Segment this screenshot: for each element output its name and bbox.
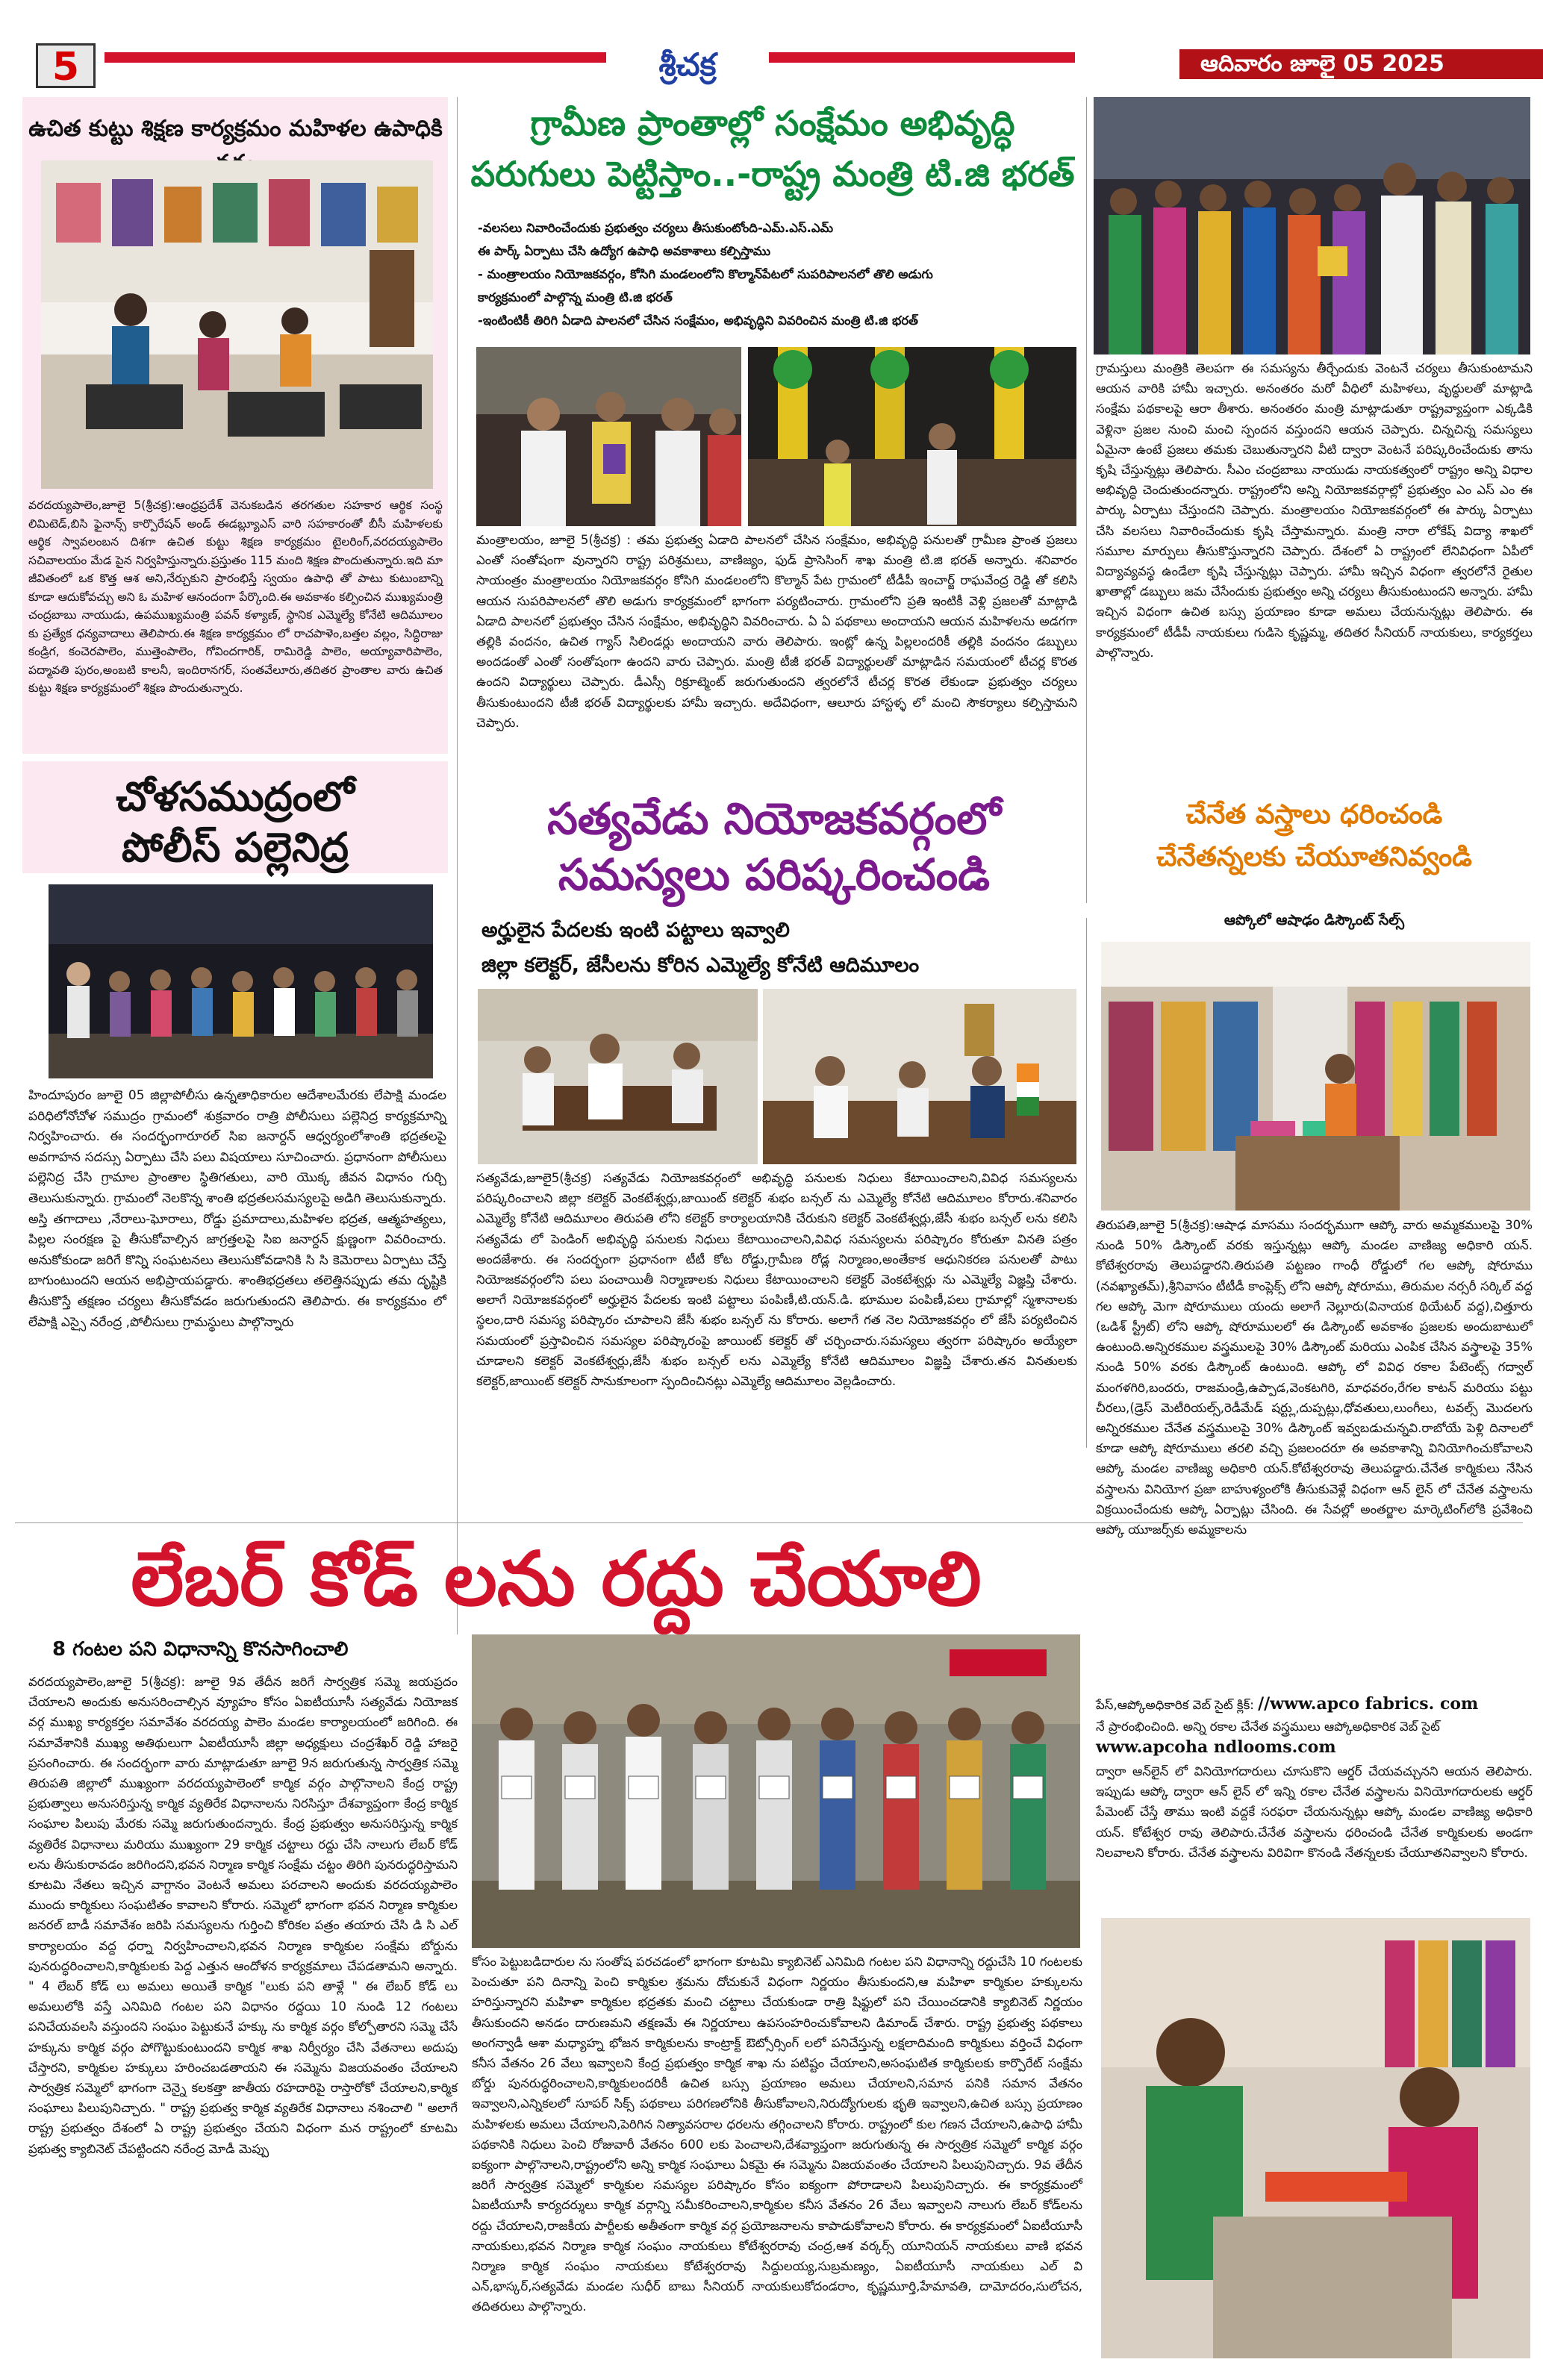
labour-subhead: 8 గంటల పని విధానాన్ని కొనసాగించాలి (52, 1638, 349, 1661)
handloom-body-end: ద్వారా ఆన్‌లైన్ లో వినియోగదారులు చూసుకొని ఆర్డర్ చేయవచ్చునని ఆయన తెలిపారు. ఇప్పుడు ఆప్కో ద్వారా ఆన్ లైన్ లో ఇన్ని రకాల చేనేత వస్త్రాలను వినియోగదారులకు ఆర్డర్ పేమెంట్ చేస్తే తాము ఇంటి వద్దకే సరఫరా చేయనున్నట్లు ఆప్కో మండల వాణిజ్య అధికారి యన్. కోటేశ్వర రావు తెలిపారు.చేనేత వస్త్రాలను ధరించండి చేనేత కార్మికులకు అండగా నిలవాలని కోరారు. చేనేత వస్త్రాలను విరివిగా కొనండి నేతన్నలకు చేయూతనివ్వాలని కోరారు. (1096, 1764, 1533, 1860)
minister-photo-1 (476, 347, 741, 526)
masthead-rule (105, 52, 1075, 63)
logo-text: శ్రీచక్ర (658, 46, 717, 83)
handloom-body: తిరుపతి,జూలై 5(శ్రీచక్ర):ఆషాఢ మాసము సందర్భముగా ఆప్కో వారు అమ్మకములపై 30% నుండి 50% డిస్కౌంట్ వరకు ఇస్తున్నట్లు ఆప్కో మండల వాణిజ్య అధికారి యన్. కోటేశ్వరరావు తెలుపడ్డారని.తిరుపతి పట్టణం గాంధీ రోడ్డులో గల ఆప్కో షోరూము (నవఖ్యాతమ్),శ్రీనివాసం టీటీడీ కాంప్లెక్స్ లోని ఆప్కో షోరూము, తిరుమల నర్సరీ సర్కిల్ వద్ద గల ఆప్కో మెగా షోరూములు యందు అలాగే నెల్లూరు(వినాయక థియేటర్ వద్ద),చిత్తూరు (ఒడిశ్ స్ట్రీట్) లోని ఆప్కో షోరూములలో ఈ డిస్కౌంట్ అవకాశం ప్రజలకు అందుబాటులో ఉంటుంది.అన్నిరకముల వస్త్రములపై 30% డిస్కౌంట్ మరియు ఎంపిక చేసిన వస్త్రాలపై 35% నుండి 50% వరకు డిస్కౌంట్ ఉంటుంది. ఆప్కో లో వివిధ రకాల పేటెంట్స్ గద్వాల్ మంగళగిరి,బందరు, రాజమండ్రి,ఉప్పాడ,వెంకటగిరి, మాధవరం,రేగల కాటన్ మరియు పట్టు చీరలు,(డ్రెస్ మెటీరియల్స్,రెడీమేడ్ షర్ట్లు,దుప్పట్లు,ధోవతులు,లుంగీలు, టవల్స్ మొదలగు అన్నిరకముల చేనేత వస్త్రములపై 30% డిస్కౌంట్ ఇవ్వబడుచున్నవి.రాబోయే పెళ్లి దినాలలో కూడా ఆప్కో షోరూములు తరలి వచ్చి ప్రజలందరూ ఈ అవకాశాన్ని వినియోగించుకోవాలని ఆప్కో మండల వాణిజ్య అధికారి యన్.కోటేశ్వరరావు తెలుపడ్డారు.చేనేత కార్మికులు నేసిన వస్త్రాలను వినియోగ ప్రజా బాహుళ్యంలోకి తీసుకువెళ్లే విధంగా ఆన్ లైన్ లో చేనేత వస్త్రాలను విక్రయించేందుకు ఆప్కో ఏర్పాట్లు చేసింది. ఈ సేవల్లో అంతర్జాల మార్కెటింగ్‌లోకి ప్రవేశించి ఆప్కో యూజర్స్‌కు అమ్మకాలను (1096, 1218, 1533, 1537)
newspaper-logo[interactable] (606, 43, 769, 90)
training-body: వరదయ్యపాలెం,జూలై 5(శ్రీచక్ర):ఆంధ్రప్రదేశ్ వెనుకబడిన తరగతుల సహకార ఆర్థిక సంస్థ లిమిటెడ్,బిసి ఫైనాన్స్ కార్పొరేషన్ అండ్ ఈడబ్ల్యూఎస్ వారి సహకారంతో బీసీ మహిళలకు ఆర్థిక స్వావలంబన దిశగా ఉచిత కుట్టు శిక్షణ కార్యక్రమం టైలరింగ్,వరదయ్యపాలెం సచివాలయం మేడ పైన నిర్వహిస్తున్నారు.ప్రస్తుతం 115 మంది శిక్షణ పొందుతున్నారు.ఇది మా జీవితంలో ఒక కొత్త ఆశ అని,నేర్చుకుని ప్రారంభిస్తే స్వయం ఉపాధి తో పాటు కుటుంబాన్ని కూడా ఆదుకోవచ్చు అని ఓ మహిళ ఆనందంగా పేర్కొంది.ఈ అవకాశం కల్పించిన ముఖ్యమంత్రి చంద్రబాబు నాయుడు, ఉపముఖ్యమంత్రి పవన్ కళ్యాణ్, స్థానిక ఎమ్మెల్యే కోనేటి ఆదిమూలం కు ప్రత్యేక ధన్యవాదాలు తెలిపారు.ఈ శిక్షణ కార్యక్రమం లో రాచపాళెం,బత్తల వల్లం, సిద్ధిరాజు కండ్రిగ, కంచెరపాలెం, ముత్తెంపాలెం, గోవిందగారిక్, రామిరెడ్డి పాలెం, అయ్యావారిపాలెం, పద్మావతి పురం,అంబటి కాలనీ, ఇందిరానగర్, సంతవేలూరు,తదితర ప్రాంతాల వారు ఉచిత కుట్టు శిక్షణ కార్యక్రమంలో శిక్షణ పొందుతున్నారు. (28, 499, 443, 695)
sathyavedu-subhead-2: జిల్లా కలెక్టర్, జేసీలను కోరిన ఎమ్మెల్యే కోనేటి ఆదిమూలం (481, 954, 920, 977)
issue-date: ఆదివారం జూలై 05 2025 (1200, 51, 1444, 77)
bullet-item: ఈ పార్క్ ఏర్పాటు చేసి ఉద్యోగ ఉపాధి అవకాశాలు కల్పిస్తాము (478, 244, 771, 258)
bullet-item: కార్యక్రమంలో పాల్గొన్న మంత్రి టి.జి భరత్ (478, 290, 673, 304)
minister-headline-2: పరుగులు పెట్టిస్తాం..-రాష్ట్ర మంత్రి టి.జి భరత్ (470, 154, 1075, 194)
labour-headline: లేబర్ కోడ్ లను రద్దు చేయాలి (131, 1535, 982, 1622)
sathyavedu-subhead-1: అర్హులైన పేదలకు ఇంటి పట్టాలు ఇవ్వాలి (481, 919, 790, 942)
handloom-photo-2 (1101, 1918, 1530, 2358)
training-headline: ఉచిత కుట్టు శిక్షణ కార్యక్రమం మహిళల ఉపాధికి (28, 116, 443, 142)
page-number: 5 (36, 43, 96, 88)
sathyavedu-photo-1 (478, 989, 758, 1164)
police-headline-1: చోళసముద్రంలో (116, 773, 355, 820)
minister-bullets (478, 216, 1082, 340)
labour-body-left: వరదయ్యపాలెం,జూలై 5(శ్రీచక్ర): జూలై 9వ తేదీన జరిగే సార్వత్రిక సమ్మె జయప్రదం చేయాలని అందుకు అనుసరించాల్సిన వ్యూహం కోసం ఏఐటీయూసీ సత్యవేడు నియోజక వర్గ ముఖ్య కార్యకర్తల సమావేశం వరదయ్య పాలెం మండల కార్యాలయంలో జరిగింది. ఈ సమావేశానికి ముఖ్య అతిథులుగా ఏఐటీయూసీ జిల్లా అధ్యక్షులు చంద్రశేఖర్ రెడ్డి హాజరై ప్రసంగించారు. ఈ సందర్భంగా వారు మాట్లాడుతూ జూలై 9న జరుగుతున్న సార్వత్రిక సమ్మె తిరుపతి జిల్లాలో ముఖ్యంగా వరదయ్యపాలెంలో కార్మిక వర్గం పాల్గొనాలని కేంద్ర రాష్ట్ర ప్రభుత్వాలు అనుసరిస్తున్న కార్మిక వ్యతిరేక విధానాలను నిరసిస్తూ దేశవ్యాప్తంగా కేంద్ర కార్మిక సంఘాల పిలుపు మేరకు సమ్మె జరుగుతుందన్నారు. కేంద్ర ప్రభుత్వం అనుసరిస్తున్న కార్మిక వ్యతిరేక విధానాలు మరియు ముఖ్యంగా 29 కార్మిక చట్టాలు రద్దు చేసి నాలుగు లేబర్ కోడ్ లను తీసుకురావడం జరిగిందని,భవన నిర్మాణ కార్మిక సంక్షేమ చట్టం తిరిగి పునరుద్ధరిస్తామని కూటమి నేతలు ఇచ్చిన వాగ్దానం వెంటనే అమలు పరచాలని అందుకు వరదయ్యపాలెం ముందు కార్మికులు సంఘటితం కావాలని కోరారు. సమ్మెలో భాగంగా భవన నిర్మాణ కార్మికుల జనరల్ బాడీ సమావేశం జరిపి సమస్యలను గుర్తించి కోరికల పత్రం తయారు చేసి డి సి ఎల్ కార్యాలయం వద్ద ధర్నా నిర్వహించాలని,భవన నిర్మాణ కార్మికుల సంక్షేమ బోర్డును పునరుద్ధరించాలని,కార్మికులకు పెద్ద ఎత్తున ఆందోళన కార్యక్రమాలు చేపడతామని అన్నారు. " 4 లేబర్ కోడ్ లు అమలు అయితే కార్మిక "లుకు పని తాళ్లే " ఈ లేబర్ కోడ్ లు అమలులోకి వస్తే ఎనిమిది గంటల పని విధానం రద్దయి 10 నుండి 12 గంటలు పనిచేయవలసి వస్తుందని సంఘం పెట్టుకునే హక్కు ను కార్మిక వర్గం కోల్పోతారని సమ్మె చేసే హక్కును కార్మిక వర్గం పోగొట్టుకుంటుందని కార్మిక శాఖ నిర్వీర్యం చేసి వేతనాలు అదుపు చేస్తారని, కార్మికుల హక్కులు హరించబడతాయని ఈ సమ్మెను విజయవంతం చేయాలని సార్వత్రిక సమ్మెలో భాగంగా చెన్నై కలకత్తా జాతీయ రహదారిపై రాస్తారోకో చేయాలని,కార్మిక సంఘాలు పిలుపునిచ్చారు. " రాష్ట్ర ప్రభుత్వ కార్మిక వ్యతిరేక విధానాలు నశించాలి " అలాగే రాష్ట్ర ప్రభుత్వం దేశంలో ఏ రాష్ట్ర ప్రభుత్వం చేయని విధంగా మన రాష్ట్రంలో కూటమి ప్రభుత్వ క్యాబినెట్ చేపట్టిందని నరేంద్ర మోడీ మెప్పు (28, 1675, 458, 2156)
labour-photo (472, 1634, 1080, 1948)
police-body: హిందూపురం జూలై 05 జిల్లాపోలీసు ఉన్నతాధికారుల ఆదేశాలమేరకు లేపాక్షి మండల పరిధిలోనోచోళ సముద్రం గ్రామంలో శుక్రవారం రాత్రి పోలీసులు పల్లెనిద్ర కార్యక్రమాన్ని నిర్వహించారు. ఈ సందర్భంగారూరల్ సిఐ జనార్దన్ ఆధ్వర్యంలోశాంతి భద్రతలపై అవగాహన సదస్సు ఏర్పాటు చేసి పలు విషయాలు సూచించారు. ప్రధానంగా పోలీసులు పల్లెనిద్ర చేసి గ్రామాల ప్రాంతాల స్థితిగతులు, వారి యొక్క జీవన విధానం గుర్చి తెలుసుకున్నారు. గ్రామంలో నెలకొన్న శాంతి భద్రతలసమస్యలపై అడిగి తెలుసుకున్నారు. అస్తి తగాదాలు ,నేరాలు-ఘోరాలు, రోడ్డు ప్రమాదాలు,మహిళల భద్రత, ఆత్మహత్యలు, పిల్లల సంరక్షణ పై తీసుకోవాల్సిన జాగ్రత్తలపై సిఐ జనార్దన్ క్షుణ్ణంగా వివరించారు. అనుకోకుండా జరిగే కొన్ని సంఘటనలు తెలుసుకోవడానికి సి సి కెమెరాలు ఏర్పాటు చేస్తే బాగుంటుందని ఆయన అభిప్రాయపడ్డారు. శాంతిభద్రతలు తలెత్తినప్పుడు తమ దృష్టికి తీసుకొస్తే తక్షణం చర్యలు తీసుకోవడం జరుగుతుందని తెలిపారు. ఈ కార్యక్రమం లో లేపాక్షి ఎస్సై నరేంద్ర ,పోలీసులు గ్రామస్థులు పాల్గొన్నారు (28, 1088, 446, 1330)
minister-headline-1: గ్రామీణ ప్రాంతాల్లో సంక్షేమం అభివృద్ధి (530, 103, 1015, 143)
police-photo (49, 884, 433, 1078)
website-prefix: పేస్,ఆప్కోఅధికారిక వెబ్ సైట్ క్లిక్: (1096, 1698, 1254, 1712)
website-link-2[interactable]: www.apcoha ndlooms.com (1096, 1737, 1336, 1757)
minister-body-right: గ్రామస్తులు మంత్రికి తెలపగా ఈ సమస్యను తీర్చేందుకు వెంటనే చర్యలు తీసుకుంటామని ఆయన వారికి హామీ ఇచ్చారు. అనంతరం మరో వీధిలో మహిళలు, వృద్ధులతో మాట్లాడి సంక్షేమ పథకాలపై ఆరా తీశారు. అనంతరం మంత్రి మాట్లాడుతూ రాష్ట్రవ్యాప్తంగా ఎక్కడికి వెళ్లినా ప్రజల నుంచి మంచి స్పందన వస్తుందని ఆయన చెప్పారు. చిన్నచిన్న సమస్యలు ఏమైనా ఉంటే ప్రజలు తమకు చెబుతున్నారని వీటి ద్వారా వెంటనే పరిష్కరించేందుకు తాను కృషి చేస్తున్నట్లు తెలిపారు. సీఎం చంద్రబాబు నాయుడు నాయకత్వంలో రాష్ట్రం అన్ని విధాల అభివృద్ధి చెందుతుందన్నారు. రాష్ట్రంలోని అన్ని నియోజకవర్గాల్లో ప్రభుత్వం ఎం ఎస్ ఎం ఈ పార్కు ఏర్పాటు చేస్తుందని చెప్పారు. మంత్రాలయం నియోజకవర్గంలో ఈ పార్కు ఏర్పాటు చేసి వలసలు నివారించేందుకు కృషి చేస్తామన్నారు. మంత్రి నారా లోకేష్ విద్యా శాఖలో సమూల మార్పులు తీసుకొస్తున్నారని చెప్పారు. దేశంలో ఏ రాష్ట్రంలో లేనివిధంగా ఏపీలో విద్యావ్యవస్థ ఉండేలా కృషి చేస్తున్నట్లు చెప్పారు. హామీ ఇచ్చిన విధంగా త్వరలోనే రైతుల ఖాతాల్లో డబ్బులు జమ చేసేందుకు ప్రభుత్వం అన్ని చర్యలు తీసుకుంటుందని అన్నారు. హామీ ఇచ్చిన విధంగా ఉచిత బస్సు ప్రయాణం కూడా అమలు చేయనున్నట్లు తెలిపారు. ఈ కార్యక్రమంలో టీడీపీ నాయకులు గుడిసె కృష్ణమ్మ, తదితర సీనియర్ నాయకులు, కార్యకర్తలు పాల్గొన్నారు. (1096, 361, 1533, 660)
handloom-website-mid: నే ప్రారంభించింది. అన్ని రకాల చేనేత వస్త్రములు ఆప్కోఅధికారిక వెబ్ సైట్ (1096, 1720, 1440, 1734)
minister-photo-2 (748, 347, 1076, 526)
column-divider-right-top (1086, 97, 1087, 903)
column-divider-right-mid (1086, 918, 1087, 1448)
sathyavedu-photo-2 (763, 989, 1076, 1164)
column-divider-left (457, 97, 458, 1634)
minister-photo-3 (1094, 97, 1530, 354)
bullet-item: -వలసలు నివారించేందుకు ప్రభుత్వం చర్యలు తీసుకుంటోంది-ఎమ్.ఎస్.ఎమ్ (478, 221, 834, 235)
website-link-1[interactable]: //www.apco fabrics. com (1258, 1694, 1479, 1714)
handloom-headline-1: చేనేత వస్త్రాలు ధరించండి (1185, 799, 1443, 830)
handloom-website-line (1096, 1694, 1533, 1717)
handloom-photo-1 (1101, 942, 1530, 1211)
police-headline-2: పోలీస్ పల్లెనిద్ర (122, 824, 349, 871)
labour-body-right: కోసం పెట్టుబడిదారుల ను సంతోష పరచడంలో భాగంగా కూటమి క్యాబినెట్ ఎనిమిది గంటల పని విధానాన్ని రద్దుచేసి 10 గంటలకు పెంచుతూ పని దినాన్ని పెంచి కార్మికుల శ్రమను దోచుకునే విధంగా నిర్ణయం తీసుకుందని,ఆ మహిళా కార్మికుల హక్కులను హరిస్తున్నారని మహిళా కార్మికుల భద్రతకు మంచి చట్టాలు చేయకుండా రాత్రి షిఫ్టులో పని చేయించడానికి క్యాబినెట్ నిర్ణయం తీసుకుందని అనడం దారుణమని తక్షణమే ఈ నిర్ణయాలు ఉపసంహరించుకోవాలని డిమాండ్ చేశారు. రాష్ట్ర ప్రభుత్వ పథకాలు అంగన్వాడీ ఆశా మధ్యాహ్న భోజన కార్మికులను కాంట్రాక్ట్ ఔట్సోర్సింగ్ లలో పనిచేస్తున్న లక్షలాదిమంది కార్మికులు వర్తించే విధంగా కనీస వేతనం 26 వేలు ఇవ్వాలని కేంద్ర ప్రభుత్వం కార్మిక శాఖ ను పటిష్టం చేయాలని,అసంఘటిత కార్మికులకు కార్పొరేట్ సంక్షేమ బోర్డు పునరుద్ధరించాలని,కార్మికులందరికీ ఉచిత బస్సు ప్రయాణం అమలు చేయాలని,సమాన పనికి సమాన వేతనం ఇవ్వాలని,ఎన్నికలలో సూపర్ సిక్స్ పథకాలు పరిగణలోనికి తీసుకోవాలని,నిరుద్యోగులకు భృతి ఇవ్వాలని,ఉచిత బస్సు ప్రయాణం మహిళలకు అమలు చేయాలని,పెరిగిన నిత్యావసరాల ధరలను తగ్గించాలని కోరారు. రాష్ట్రంలో కుల గణన చేయాలని,ఉపాధి హామీ పథకానికి నిధులు పెంచి రోజువారీ వేతనం 600 లకు పెంచాలని,దేశవ్యాప్తంగా జరుగుతున్న ఈ సార్వత్రిక సమ్మెలో కార్మిక వర్గం ఐక్యంగా పాల్గొనాలని,రాష్ట్రంలోని అన్ని కార్మిక సంఘాలు ఏకమై ఈ సమ్మెను విజయవంతం చేయాలని పిలుపునిచ్చారు. 9వ తేదీన జరిగే సార్వత్రిక సమ్మెలో కార్మికుల సమస్యల పరిష్కారం కోసం ఐక్యంగా పోరాడాలని పిలుపునిచ్చారు. ఈ కార్యక్రమంలో ఏఐటీయూసీ కార్యదర్శులు కార్మిక వర్గాన్ని సమీకరించాలని,కార్మికుల కనీస వేతనం 26 వేలు ఇవ్వాలని నాలుగు లేబర్ కోడ్‌లను రద్దు చేయాలని,రాజకీయ పార్టీలకు అతీతంగా కార్మిక వర్గ ప్రయోజనాలను కాపాడుకోవాలని కోరారు. ఈ కార్యక్రమంలో ఏఐటీయూసీ నాయకులు,భవన నిర్మాణ కార్మిక సంఘం నాయకులు కోటేశ్వరరావు చంద్ర,ఆశ వర్కర్స్ యూనియన్ నాయకులు వాణి భవన నిర్మాణ కార్మిక సంఘం నాయకులు కోటేశ్వరరావు సిద్దులయ్య,సుబ్రమణ్యం, ఏఐటీయూసీ నాయకులు ఎల్ వి ఎన్,భాస్కర్,సత్యవేడు మండల సుధీర్ బాబు సీనియర్ నాయకులుకోదండరాం, కృష్ణమూర్తి,హేమావతి, దామోదరం,సులోచన, తదితరులు పాల్గొన్నారు. (472, 1955, 1082, 2314)
sathyavedu-headline-2: సమస్యలు పరిష్కరించండి (558, 849, 991, 900)
sathyavedu-headline-1: సత్యవేడు నియోజకవర్గంలో (547, 793, 1001, 844)
bullet-item: -ఇంటింటికీ తిరిగి ఏడాది పాలనలో చేసిన సంక్షేమం, అభివృద్ధిని వివరించిన మంత్రి టి.జి భరత్ (478, 313, 918, 328)
bullet-item: - మంత్రాలయం నియోజకవర్గం, కోసిగి మండలంలోని కొల్మాన్‌పేటలో సుపరిపాలనలో తొలి అడుగు (478, 267, 933, 281)
minister-body: మంత్రాలయం, జూలై 5(శ్రీచక్ర) : తమ ప్రభుత్వ ఏడాది పాలనలో చేసిన సంక్షేమం, అభివృద్ధి పనులతో గ్రామీణ ప్రాంత ప్రజలు ఎంతో సంతోషంగా వున్నారని రాష్ట్ర పరిశ్రమలు, వాణిజ్యం, ఫుడ్ ప్రాసెసింగ్ శాఖ మంత్రి టి.జి భరత్ అన్నారు. శనివారం సాయంత్రం మంత్రాలయం నియోజకవర్గం కోసిగి మండలంలోని కొల్మాన్ పేట గ్రామంలో టీడీపీ ఇంచార్జ్ రాఘవేంద్ర రెడ్డి తో కలిసి ఆయన సుపరిపాలనలో తొలి అడుగు కార్యక్రమంలో భాగంగా పర్యటించారు. గ్రామంలోని ప్రతి ఇంటికీ వెళ్లి ప్రజలతో మాట్లాడి ఏడాది పాలనలో ప్రభుత్వం చేసిన సంక్షేమం, అభివృద్ధిని వివరించారు. ఏ ఏ పథకాలు అందాయని ఆయన మహిళలను అడగగా తల్లికి వందనం, ఉచిత గ్యాస్ సిలిండర్లు అందాయని వారు తెలిపారు. ఇంట్లో ఉన్న పిల్లలందరికీ తల్లికి వందనం డబ్బులు అందడంతో ఎంతో సంతోషంగా ఉందని వారు చెప్పారు. మంత్రి టీజీ భరత్ విద్యార్థులతో మాట్లాడిన సమయంలో టీచర్ల కొరత ఉందని విద్యార్థులు చెప్పారు. డీఎస్సీ రిక్రూట్మెంట్ జరుగుతుందని త్వరలోనే టీచర్ల కొరత లేకుండా ప్రభుత్వం చర్యలు తీసుకుంటుందని టీజీ భరత్ విద్యార్థులకు హామీ ఇచ్చారు. అదేవిధంగా, ఆలూరు హాస్టళ్ళ లో మంచి సౌకర్యాలు కల్పిస్తామని చెప్పారు. (476, 533, 1077, 730)
sathyavedu-body: సత్యవేడు,జూలై5(శ్రీచక్ర) సత్యవేడు నియోజకవర్గంలో అభివృద్ధి పనులకు నిధులు కేటాయించాలని,వివిధ సమస్యలను పరిష్కరించాలని జిల్లా కలెక్టర్ వెంకటేశ్వర్లు,జాయింట్ కలెక్టర్ శుభం బన్సల్ ను ఎమ్మెల్యే కోనేటి ఆదిమూలం కోరారు.శనివారం ఎమ్మెల్యే కోనేటి ఆదిమూలం తిరుపతి లోని కలెక్టర్ కార్యాలయానికి చేరుకుని కలెక్టర్ వెంకటేశ్వర్లు,జేసీ శుభం బన్సల్ లను కలిసి సత్యవేడు లో పెండింగ్ అభివృద్ధి పనులకు నిధులు కేటాయించాలని,వివిధ సమస్యలను పరిష్కారం కోరుతూ వినతి పత్రం అందజేశారు. ఈ సందర్భంగా ప్రధానంగా టీటీ కోట రోడ్డు,గ్రామీణ రోడ్ల నిర్మాణం,అంతేకాక ఆధునికరణ పనులతో పాటు నియోజకవర్గంలోని పలు పంచాయితీ నిర్మాణాలకు నిధులు కేటాయించాలని కలెక్టర్ వెంకటేశ్వర్లు ను ఎమ్మెల్యే విజ్ఞప్తి చేశారు. అలాగే నియోజకవర్గంలో అర్హులైన పేదలకు ఇంటి పట్టాలు పంపిణీ,టి.యన్.డి. భూముల పంపిణీ,పలు గ్రామాల్లో స్మశానాలకు స్థలం,దారి సమస్య పరిష్కారం చూపాలని జేసీ శుభం బన్సల్ ను కోరారు. అలాగే గత నెల నియోజకవర్గం లో జేసీ పర్యటించిన సమయంలో ప్రస్తావించిన సమస్యల పరిష్కారంపై జాయింట్ కలెక్టర్ తో చర్చించారు.సమస్యలు త్వరగా పరిష్కారం అయ్యేలా చూడాలని కలెక్టర్ వెంకటేశ్వర్లు,జేసీ శుభం బన్సల్ లను ఎమ్మెల్యే కోనేటి ఆదిమూలం విజ్ఞప్తి చేశారు.తన వినతులకు కలెక్టర్,జాయింట్ కలెక్టర్ సానుకూలంగా స్పందించినట్లు ఎమ్మెల్యే ఆదిమూలం వెల్లడించారు. (476, 1171, 1077, 1389)
handloom-byline: ఆప్కోలో ఆషాఢం డిస్కౌంట్ సేల్స్ (1224, 912, 1405, 928)
handloom-website-line-2 (1096, 1737, 1533, 1760)
handloom-headline-2: చేనేతన్నలకు చేయూతనివ్వండి (1156, 842, 1472, 872)
training-photo (41, 160, 433, 489)
